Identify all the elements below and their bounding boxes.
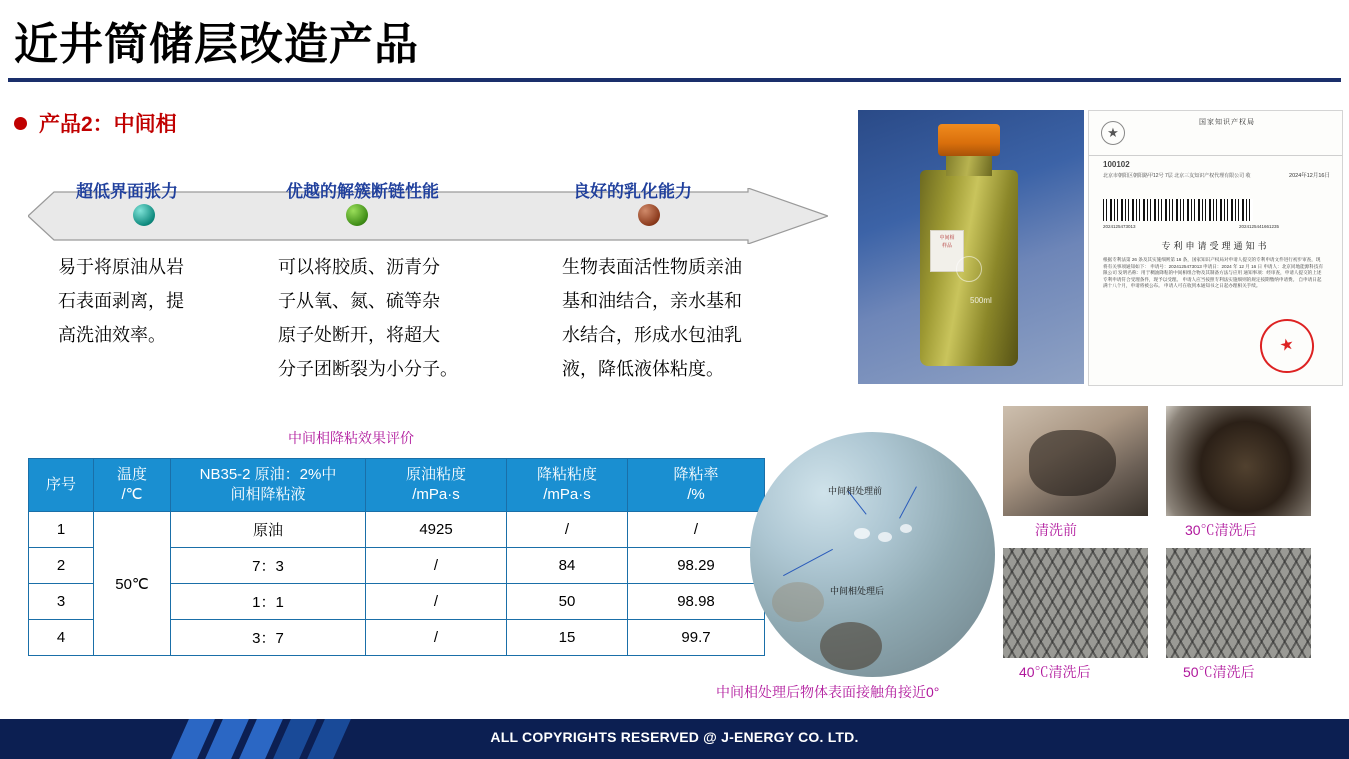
- cell-reduced-viscosity: 15: [507, 620, 628, 656]
- page-title: 近井筒储层改造产品: [14, 20, 419, 69]
- contact-angle-caption: 中间相处理后物体表面接触角接近0°: [716, 684, 940, 700]
- title-divider: [8, 78, 1341, 82]
- header-line: 降粘粘度: [536, 466, 597, 483]
- feature-description-2: [278, 250, 493, 386]
- spot-blob: [820, 622, 882, 670]
- desc-line: 基和油结合，亲水基和: [562, 291, 742, 311]
- desc-line: 子从氧、氮、硫等杂: [278, 291, 440, 311]
- patent-body-text: 根据专利法第 26 条及其实施细则第 16 条，国家知识产权局对申请人提交的专利申请文件进行初步审查，现将有关事项通知如下： 申请号：2024125473013 申请日：2024 年 12 月 16 日 申请人：北京同地能源科技有限公司 发明名称：用于稠油降粘的中间相组合物及其制备方法与应用 通知事项：经审查，申请人提交的上述专利申请符合受理条件，现予以受理。 申请人应当按照专利法实施细则的规定按期缴纳申请费。 自申请日起满十八个月，申请将被公布。 申请人可在收到本通知书之日起办理相关手续。: [1103, 257, 1324, 289]
- header-line: 温度: [116, 466, 147, 483]
- cleaning-photo-30c: [1166, 406, 1311, 516]
- bottle-label-line2: 样品: [941, 243, 952, 249]
- bottle-volume-text: 500ml: [970, 296, 992, 305]
- cell-reduction-rate: 98.98: [628, 584, 765, 620]
- header-line: /℃: [121, 486, 143, 503]
- arrow-label-3: 良好的乳化能力: [573, 182, 692, 201]
- patent-seal-icon: [1255, 314, 1319, 378]
- cleaning-photo-40c: [1003, 548, 1148, 658]
- table-header-row: [29, 459, 765, 512]
- cleaning-photo-grid: [1003, 406, 1341, 696]
- droplet-icon: [878, 532, 892, 542]
- cell-no: 1: [29, 512, 94, 548]
- desc-line: 石表面剥离，提: [58, 291, 184, 311]
- cleaning-caption-50c: 50℃清洗后: [1183, 664, 1255, 680]
- label-before-treatment: 中间相处理前: [828, 486, 883, 496]
- cell-mix: 1：1: [171, 584, 366, 620]
- header-line: /%: [687, 486, 705, 503]
- annotation-line: [899, 486, 917, 518]
- bottle-cap: [938, 124, 1000, 156]
- evaluation-table: [28, 458, 765, 656]
- table-header-cell: [507, 459, 628, 512]
- arrow-label-1: 超低界面张力: [76, 182, 178, 201]
- droplet-icon: [854, 528, 870, 539]
- footer-copyright: ALL COPYRIGHTS RESERVED @ J-ENERGY CO. LTD.: [490, 729, 859, 745]
- feature-description-3: [562, 250, 797, 386]
- feature-description-1: [58, 250, 273, 352]
- seal-star-icon: ★: [1278, 335, 1296, 356]
- desc-line: 高洗油效率。: [58, 325, 166, 345]
- cell-oil-viscosity: /: [366, 620, 507, 656]
- cell-reduction-rate: /: [628, 512, 765, 548]
- table-caption: 中间相降粘效果评价: [288, 430, 414, 446]
- cleaning-photo-before: [1003, 406, 1148, 516]
- cell-mix: 7：3: [171, 548, 366, 584]
- patent-app-no: 2024125473013: [1103, 224, 1136, 229]
- header-line: 序号: [45, 476, 76, 493]
- desc-line: 水结合，形成水包油乳: [562, 325, 742, 345]
- desc-line: 易于将原油从岩: [58, 257, 184, 277]
- patent-org-name: 国家知识产权局: [1199, 119, 1255, 126]
- barcode-icon: [1103, 199, 1253, 221]
- desc-line: 可以将胶质、沥青分: [278, 257, 440, 277]
- photo-content: [1003, 406, 1148, 516]
- node-marker-brown-icon: [638, 204, 660, 226]
- header-line: 降粘率: [673, 466, 719, 483]
- header-line: 原油粘度: [405, 466, 466, 483]
- spot-blob: [772, 582, 824, 622]
- cell-reduced-viscosity: /: [507, 512, 628, 548]
- cleaning-caption-30c: 30℃清洗后: [1185, 522, 1257, 538]
- patent-address: 北京市朝阳区朝阳路甲12号 7层 北京三友知识产权代理有限公司 收: [1103, 173, 1251, 179]
- table-header-cell: [94, 459, 171, 512]
- section-heading-label: 产品2：中间相: [39, 113, 177, 136]
- cell-reduction-rate: 99.7: [628, 620, 765, 656]
- cell-mix: 原油: [171, 512, 366, 548]
- patent-document-photo: [1088, 110, 1343, 386]
- patent-title: 专利申请受理通知书: [1161, 241, 1270, 251]
- cleaning-caption-40c: 40℃清洗后: [1019, 664, 1091, 680]
- patent-send-no: 2024125441661235: [1239, 224, 1280, 229]
- table-header-cell: [628, 459, 765, 512]
- cell-mix: 3：7: [171, 620, 366, 656]
- footer-bar: [0, 719, 1349, 759]
- cell-no: 3: [29, 584, 94, 620]
- patent-date: 2024年12月16日: [1289, 173, 1330, 179]
- contact-angle-photo: [750, 432, 995, 677]
- cell-oil-viscosity: /: [366, 548, 507, 584]
- national-emblem-icon: ★: [1101, 121, 1125, 145]
- header-line: /mPa·s: [412, 486, 460, 503]
- desc-line: 液，降低液体粘度。: [562, 359, 724, 379]
- droplet-icon: [900, 524, 912, 533]
- patent-header: [1089, 111, 1342, 156]
- annotation-line: [783, 549, 833, 576]
- node-marker-green-icon: [346, 204, 368, 226]
- node-marker-teal-icon: [133, 204, 155, 226]
- cell-reduced-viscosity: 50: [507, 584, 628, 620]
- table-row: [29, 512, 765, 548]
- cell-oil-viscosity: /: [366, 584, 507, 620]
- bottle-logo-icon: [956, 256, 982, 282]
- arrow-label-2: 优越的解簇断链性能: [286, 182, 439, 201]
- photo-content: [1166, 548, 1311, 658]
- bottle-label-line1: 中间相: [939, 235, 955, 241]
- cleaning-photo-50c: [1166, 548, 1311, 658]
- table-header-cell: [29, 459, 94, 512]
- desc-line: 分子团断裂为小分子。: [278, 359, 458, 379]
- cell-reduced-viscosity: 84: [507, 548, 628, 584]
- table-header-cell: [366, 459, 507, 512]
- header-line: 间相降粘液: [230, 486, 306, 503]
- cell-no: 4: [29, 620, 94, 656]
- arrow-label-group: [28, 177, 828, 203]
- header-line: /mPa·s: [543, 486, 591, 503]
- cell-oil-viscosity: 4925: [366, 512, 507, 548]
- cell-no: 2: [29, 548, 94, 584]
- header-line: NB35-2 原油：2%中: [199, 466, 337, 483]
- table-header-cell: [171, 459, 366, 512]
- cell-reduction-rate: 98.29: [628, 548, 765, 584]
- photo-content: [1166, 406, 1311, 516]
- desc-line: 原子处断开，将超大: [278, 325, 440, 345]
- cleaning-caption-before: 清洗前: [1035, 522, 1077, 538]
- desc-line: 生物表面活性物质亲油: [562, 257, 742, 277]
- label-after-treatment: 中间相处理后: [830, 586, 885, 596]
- cell-temperature: 50℃: [94, 512, 171, 656]
- section-heading: [14, 108, 177, 138]
- photo-content: [1003, 548, 1148, 658]
- patent-number: 100102: [1103, 160, 1130, 169]
- bullet-dot-icon: [14, 117, 27, 130]
- product-bottle-photo: [858, 110, 1084, 384]
